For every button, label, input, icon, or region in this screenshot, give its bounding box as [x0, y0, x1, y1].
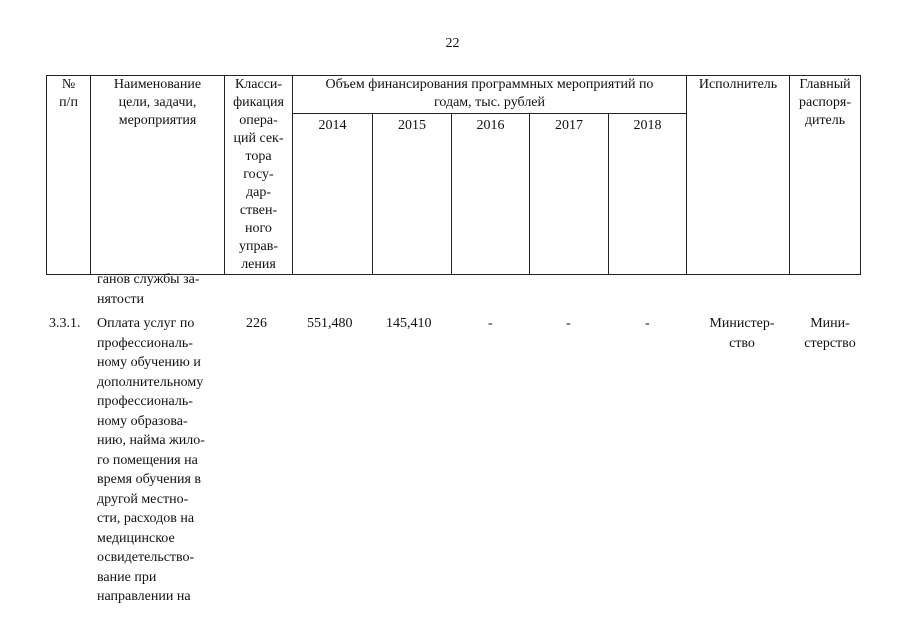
row-manager: Мини- стерство — [804, 316, 856, 351]
header-number: № п/п — [47, 76, 91, 275]
header-name: Наименование цели, задачи, мероприятия — [91, 76, 225, 275]
page-number: 22 — [445, 36, 460, 51]
header-year-2018: 2018 — [609, 113, 687, 274]
header-classification: Класси- фикация опера- ций сек- тора госу- дар- ствен- ного управ- ления — [225, 76, 293, 275]
value-2015: 145,410 — [386, 316, 432, 331]
header-year-2017: 2017 — [530, 113, 609, 274]
header-year-2016: 2016 — [452, 113, 530, 274]
continuation-text: ганов службы за- нятости — [97, 272, 200, 307]
row-executor: Министер- ство — [709, 316, 775, 351]
value-2018: - — [645, 316, 650, 331]
value-2017: - — [566, 316, 571, 331]
header-executor: Исполнитель — [687, 76, 790, 275]
header-table — [46, 75, 861, 275]
value-2014: 551,480 — [307, 316, 353, 331]
header-year-2015: 2015 — [373, 113, 452, 274]
header-year-2014: 2014 — [293, 113, 373, 274]
value-2016: - — [488, 316, 493, 331]
header-funding: Объем финансирования программных мероприятий по годам, тыс. рублей — [293, 76, 687, 114]
row-name: Оплата услуг по профессиональ- ному обучению и дополнительному профессиональ- ному образова- нию, найма жило- го помещения на время обучения в другой местно- сти, расходов на медицинское освидетельство- вание при направлении на — [97, 316, 205, 604]
header-manager: Главный распоря- дитель — [790, 76, 861, 275]
row-number: 3.3.1. — [49, 316, 81, 331]
row-classification: 226 — [246, 316, 267, 331]
